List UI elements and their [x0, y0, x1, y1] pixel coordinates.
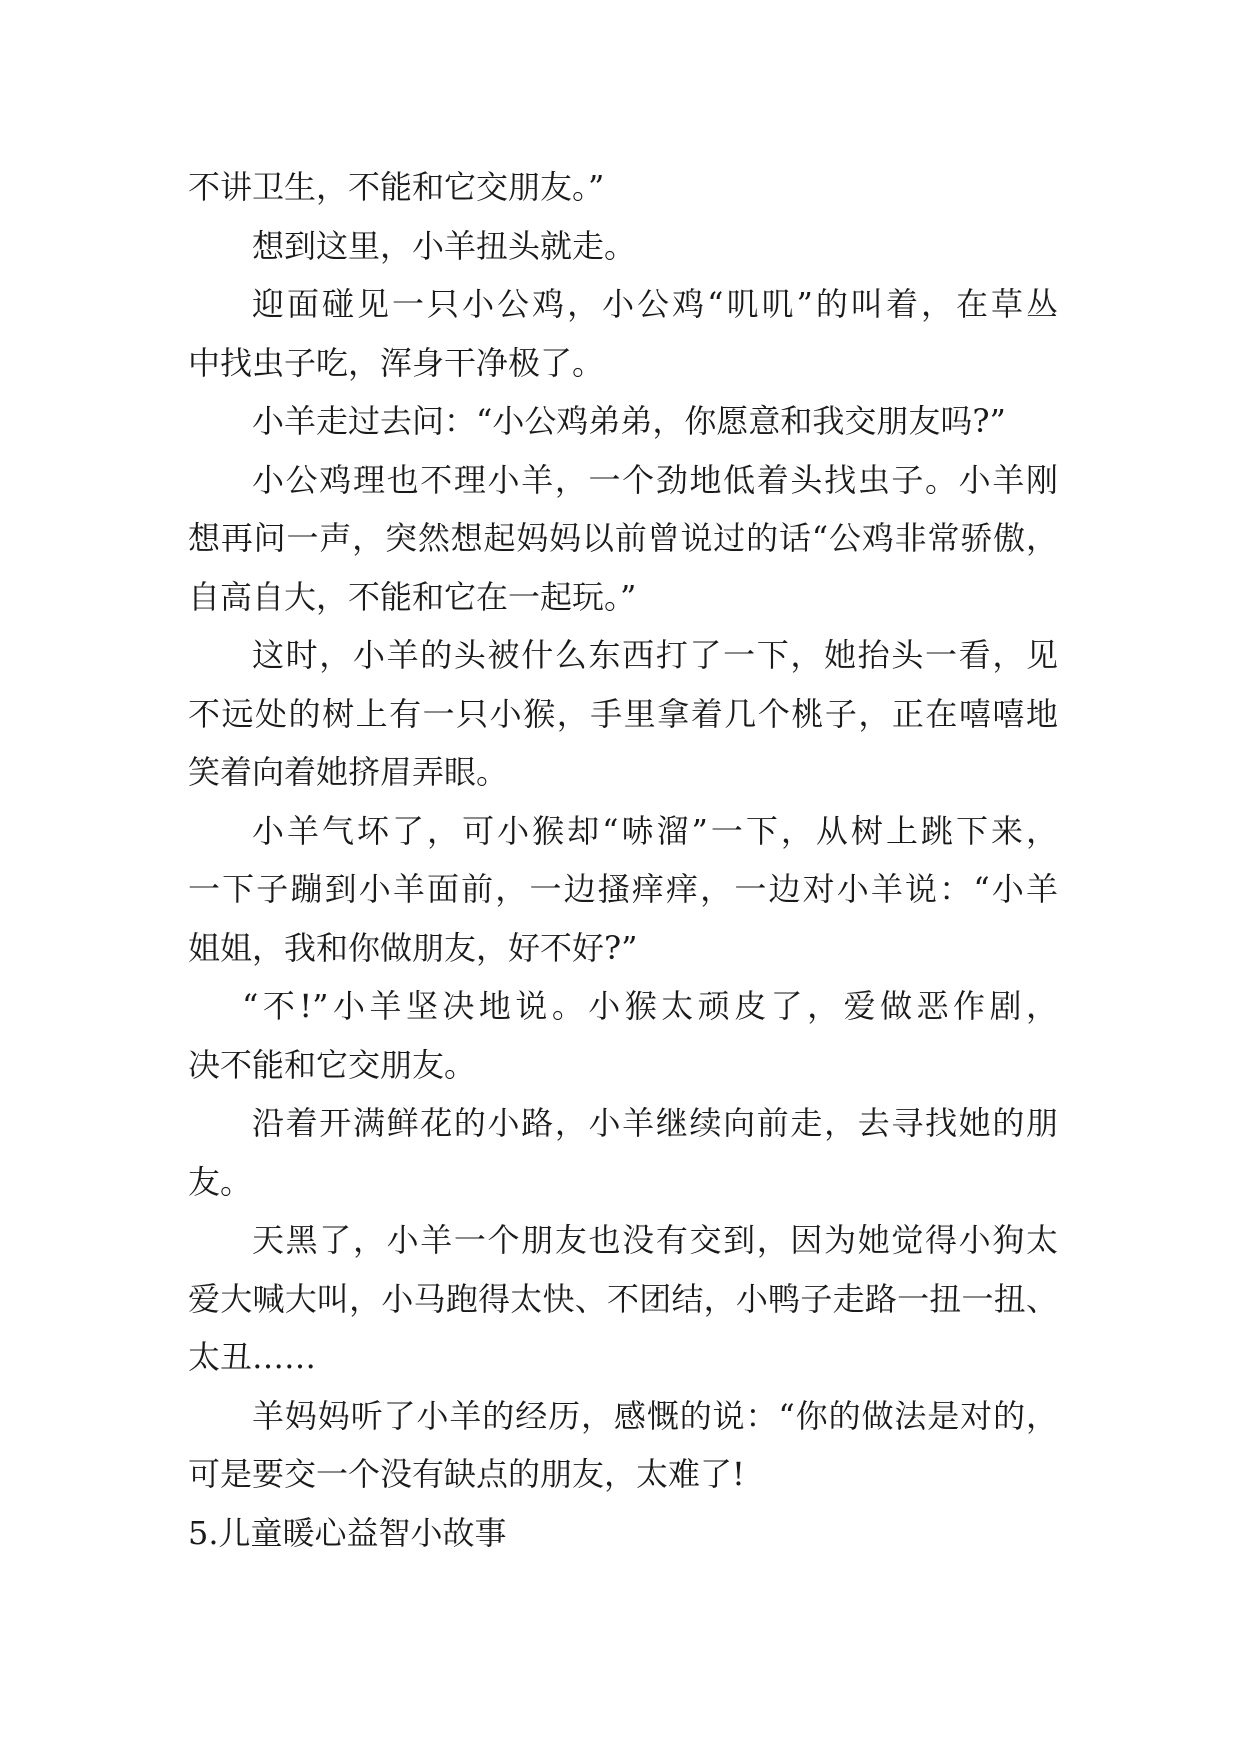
text-line: 迎面碰见一只小公鸡，小公鸡“叽叽”的叫着，在草丛: [252, 285, 1058, 323]
section-heading: 5.儿童暖心益智小故事: [188, 1513, 507, 1552]
text-line: 想到这里，小羊扭头就走。: [252, 226, 637, 265]
text-line: 决不能和它交朋友。: [188, 1045, 477, 1084]
text-line: 姐姐，我和你做朋友，好不好?”: [188, 928, 638, 967]
text-line: 太丑……: [188, 1338, 317, 1376]
text-line: 天黑了，小羊一个朋友也没有交到，因为她觉得小狗太: [252, 1221, 1058, 1259]
text-line: 一下子蹦到小羊面前，一边搔痒痒，一边对小羊说：“小羊: [188, 870, 1058, 908]
text-line: 羊妈妈听了小羊的经历，感慨的说：“你的做法是对的，: [252, 1396, 1058, 1435]
text-line: 小羊气坏了，可小猴却“哧溜”一下，从树上跳下来，: [252, 811, 1058, 850]
text-line: 沿着开满鲜花的小路，小羊继续向前走，去寻找她的朋: [252, 1104, 1058, 1142]
text-line: 友。: [188, 1162, 253, 1201]
text-line: 这时，小羊的头被什么东西打了一下，她抬头一看，见: [252, 636, 1058, 674]
story-text: [188, 158, 1058, 1562]
text-line: 中找虫子吃，浑身干净极了。: [188, 343, 605, 382]
text-line: 笑着向着她挤眉弄眼。: [188, 753, 509, 791]
text-line: 不讲卫生，不能和它交朋友。”: [188, 168, 605, 206]
text-line: 小公鸡理也不理小羊，一个劲地低着头找虫子。小羊刚: [252, 460, 1058, 499]
text-line: 想再问一声，突然想起妈妈以前曾说过的话“公鸡非常骄傲，: [188, 519, 1058, 557]
text-line: 小羊走过去问：“小公鸡弟弟，你愿意和我交朋友吗?”: [252, 402, 1006, 440]
text-line: 不远处的树上有一只小猴，手里拿着几个桃子，正在嘻嘻地: [188, 694, 1058, 733]
text-line: 爱大喊大叫，小马跑得太快、不团结，小鸭子走路一扭一扭、: [188, 1279, 1058, 1318]
text-line: 可是要交一个没有缺点的朋友，太难了!: [188, 1455, 745, 1493]
text-line: 自高自大，不能和它在一起玩。”: [188, 577, 637, 616]
text-line: “不!”小羊坚决地说。小猴太顽皮了，爱做恶作剧，: [242, 987, 1058, 1025]
